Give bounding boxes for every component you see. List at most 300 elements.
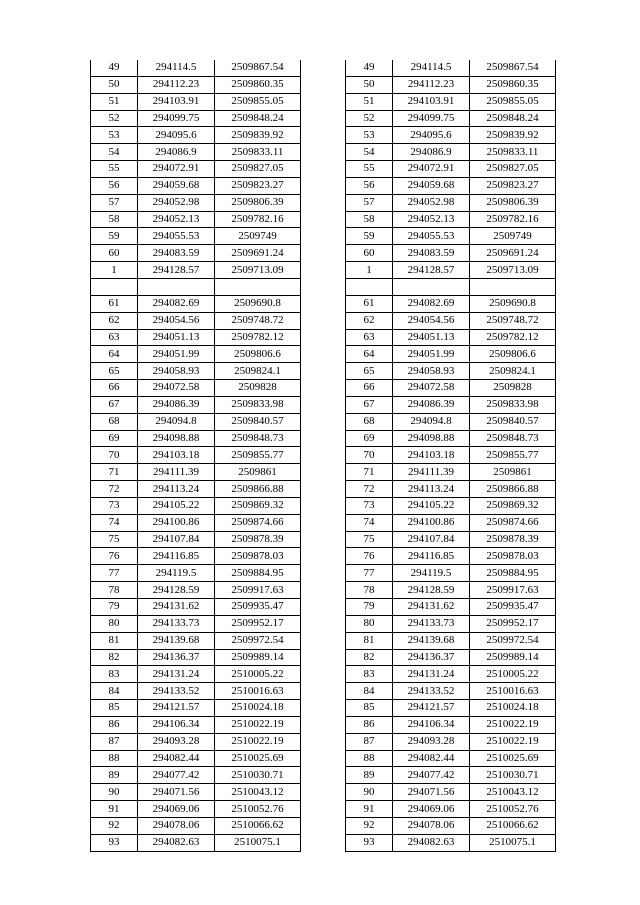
x-coordinate-cell: 294086.39: [138, 396, 215, 413]
point-number-cell: 54: [346, 144, 393, 161]
table-row: [346, 615, 556, 632]
y-coordinate-cell: 2509713.09: [215, 262, 301, 279]
table-row: [346, 632, 556, 649]
x-coordinate-cell: 294103.18: [393, 447, 470, 464]
y-coordinate-cell: 2509824.1: [215, 363, 301, 380]
point-number-cell: 66: [91, 380, 138, 397]
x-coordinate-cell: 294086.9: [393, 144, 470, 161]
y-coordinate-cell: 2509855.77: [470, 447, 556, 464]
y-coordinate-cell: 2509827.05: [470, 161, 556, 178]
y-coordinate-cell: 2510066.62: [470, 817, 556, 834]
y-coordinate-cell: 2509972.54: [215, 632, 301, 649]
y-coordinate-cell: 2509839.92: [215, 127, 301, 144]
y-coordinate-cell: 2509848.73: [470, 430, 556, 447]
x-coordinate-cell: 294083.59: [138, 245, 215, 262]
table-row: [346, 346, 556, 363]
y-coordinate-cell: 2510022.19: [470, 716, 556, 733]
point-number-cell: 62: [346, 312, 393, 329]
point-number-cell: 69: [346, 430, 393, 447]
point-number-cell: 91: [346, 801, 393, 818]
y-coordinate-cell: 2509806.6: [215, 346, 301, 363]
table-row: [91, 161, 301, 178]
x-coordinate-cell: 294078.06: [393, 817, 470, 834]
point-number-cell: 89: [91, 767, 138, 784]
x-coordinate-cell: 294054.56: [393, 312, 470, 329]
y-coordinate-cell: 2509884.95: [470, 565, 556, 582]
coordinate-table-left: [90, 60, 301, 852]
point-number-cell: 51: [91, 93, 138, 110]
point-number-cell: 49: [91, 60, 138, 76]
table-row: [91, 447, 301, 464]
x-coordinate-cell: 294059.68: [393, 177, 470, 194]
y-coordinate-cell: 2509806.39: [215, 194, 301, 211]
point-number-cell: 68: [91, 413, 138, 430]
y-coordinate-cell: 2509840.57: [470, 413, 556, 430]
table-row: [346, 733, 556, 750]
table-row: [91, 817, 301, 834]
x-coordinate-cell: 294128.57: [138, 262, 215, 279]
x-coordinate-cell: 294055.53: [138, 228, 215, 245]
x-coordinate-cell: [393, 278, 470, 295]
point-number-cell: 63: [91, 329, 138, 346]
table-row: [91, 413, 301, 430]
y-coordinate-cell: 2509989.14: [470, 649, 556, 666]
point-number-cell: 58: [346, 211, 393, 228]
y-coordinate-cell: 2509806.39: [470, 194, 556, 211]
y-coordinate-cell: [470, 278, 556, 295]
y-coordinate-cell: 2509869.32: [215, 497, 301, 514]
point-number-cell: 83: [91, 666, 138, 683]
y-coordinate-cell: 2509782.12: [470, 329, 556, 346]
table-row: [346, 380, 556, 397]
table-row: [346, 514, 556, 531]
table-row: [346, 565, 556, 582]
y-coordinate-cell: 2510016.63: [215, 683, 301, 700]
table-row: [91, 295, 301, 312]
y-coordinate-cell: 2509874.66: [470, 514, 556, 531]
point-number-cell: 86: [91, 716, 138, 733]
y-coordinate-cell: 2509884.95: [215, 565, 301, 582]
x-coordinate-cell: 294098.88: [393, 430, 470, 447]
table-row: [346, 801, 556, 818]
point-number-cell: 1: [91, 262, 138, 279]
table-row: [91, 110, 301, 127]
point-number-cell: 88: [346, 750, 393, 767]
table-row: [91, 481, 301, 498]
table-row: [91, 127, 301, 144]
point-number-cell: 87: [91, 733, 138, 750]
x-coordinate-cell: 294131.24: [393, 666, 470, 683]
point-number-cell: 69: [91, 430, 138, 447]
point-number-cell: 78: [91, 582, 138, 599]
x-coordinate-cell: 294105.22: [393, 497, 470, 514]
table-row: [91, 346, 301, 363]
table-row: [346, 599, 556, 616]
table-row: [91, 329, 301, 346]
y-coordinate-cell: 2509848.24: [470, 110, 556, 127]
table-row: [91, 194, 301, 211]
point-number-cell: 64: [91, 346, 138, 363]
y-coordinate-cell: 2509869.32: [470, 497, 556, 514]
x-coordinate-cell: 294133.73: [393, 615, 470, 632]
x-coordinate-cell: 294099.75: [138, 110, 215, 127]
point-number-cell: 53: [346, 127, 393, 144]
x-coordinate-cell: 294133.73: [138, 615, 215, 632]
x-coordinate-cell: 294052.13: [393, 211, 470, 228]
point-number-cell: 73: [91, 497, 138, 514]
y-coordinate-cell: 2509867.54: [470, 60, 556, 76]
y-coordinate-cell: 2509917.63: [470, 582, 556, 599]
y-coordinate-cell: 2509878.03: [470, 548, 556, 565]
y-coordinate-cell: 2509828: [215, 380, 301, 397]
y-coordinate-cell: 2510022.19: [215, 716, 301, 733]
point-number-cell: 86: [346, 716, 393, 733]
x-coordinate-cell: 294077.42: [138, 767, 215, 784]
table-row: [91, 615, 301, 632]
x-coordinate-cell: 294052.13: [138, 211, 215, 228]
x-coordinate-cell: 294072.91: [393, 161, 470, 178]
point-number-cell: 62: [91, 312, 138, 329]
table-row: [346, 76, 556, 93]
x-coordinate-cell: 294136.37: [393, 649, 470, 666]
point-number-cell: 82: [346, 649, 393, 666]
x-coordinate-cell: 294058.93: [393, 363, 470, 380]
x-coordinate-cell: 294128.57: [393, 262, 470, 279]
table-row: [346, 531, 556, 548]
coordinate-table-right: [345, 60, 556, 852]
table-row: [91, 767, 301, 784]
point-number-cell: 82: [91, 649, 138, 666]
x-coordinate-cell: 294052.98: [393, 194, 470, 211]
table-row: [346, 110, 556, 127]
x-coordinate-cell: 294059.68: [138, 177, 215, 194]
y-coordinate-cell: 2509749: [215, 228, 301, 245]
table-row: [346, 194, 556, 211]
table-row: [346, 127, 556, 144]
x-coordinate-cell: 294133.52: [393, 683, 470, 700]
x-coordinate-cell: 294114.5: [138, 60, 215, 76]
y-coordinate-cell: 2509827.05: [215, 161, 301, 178]
point-number-cell: 49: [346, 60, 393, 76]
table-row: [91, 312, 301, 329]
y-coordinate-cell: 2509691.24: [215, 245, 301, 262]
y-coordinate-cell: 2510052.76: [215, 801, 301, 818]
y-coordinate-cell: 2509952.17: [215, 615, 301, 632]
y-coordinate-cell: 2510005.22: [215, 666, 301, 683]
y-coordinate-cell: 2509690.8: [215, 295, 301, 312]
point-number-cell: [91, 278, 138, 295]
table-row: [346, 363, 556, 380]
y-coordinate-cell: 2509855.77: [215, 447, 301, 464]
x-coordinate-cell: 294113.24: [393, 481, 470, 498]
table-row: [91, 548, 301, 565]
point-number-cell: 73: [346, 497, 393, 514]
x-coordinate-cell: 294051.99: [138, 346, 215, 363]
table-row: [91, 531, 301, 548]
x-coordinate-cell: 294072.91: [138, 161, 215, 178]
table-row: [346, 716, 556, 733]
y-coordinate-cell: 2509848.73: [215, 430, 301, 447]
x-coordinate-cell: 294069.06: [393, 801, 470, 818]
table-row: [91, 363, 301, 380]
table-row: [91, 93, 301, 110]
table-row: [346, 447, 556, 464]
point-number-cell: 51: [346, 93, 393, 110]
x-coordinate-cell: 294086.39: [393, 396, 470, 413]
y-coordinate-cell: 2509782.16: [215, 211, 301, 228]
table-row: [346, 784, 556, 801]
y-coordinate-cell: 2510052.76: [470, 801, 556, 818]
point-number-cell: 63: [346, 329, 393, 346]
point-number-cell: 61: [91, 295, 138, 312]
x-coordinate-cell: 294100.86: [393, 514, 470, 531]
x-coordinate-cell: 294072.58: [138, 380, 215, 397]
x-coordinate-cell: 294131.62: [393, 599, 470, 616]
table-row: [91, 565, 301, 582]
table-row: [91, 245, 301, 262]
table-row: [346, 700, 556, 717]
table-row: [346, 161, 556, 178]
point-number-cell: 74: [91, 514, 138, 531]
y-coordinate-cell: 2509690.8: [470, 295, 556, 312]
table-row: [91, 177, 301, 194]
table-row: [91, 750, 301, 767]
x-coordinate-cell: 294116.85: [393, 548, 470, 565]
point-number-cell: 57: [346, 194, 393, 211]
table-row: [91, 430, 301, 447]
x-coordinate-cell: 294072.58: [393, 380, 470, 397]
x-coordinate-cell: 294051.13: [138, 329, 215, 346]
point-number-cell: 93: [91, 834, 138, 851]
y-coordinate-cell: 2509860.35: [215, 76, 301, 93]
point-number-cell: 85: [91, 700, 138, 717]
x-coordinate-cell: 294113.24: [138, 481, 215, 498]
y-coordinate-cell: 2509878.39: [215, 531, 301, 548]
x-coordinate-cell: 294071.56: [138, 784, 215, 801]
x-coordinate-cell: 294111.39: [138, 464, 215, 481]
point-number-cell: 54: [91, 144, 138, 161]
x-coordinate-cell: 294069.06: [138, 801, 215, 818]
x-coordinate-cell: 294083.59: [393, 245, 470, 262]
point-number-cell: 88: [91, 750, 138, 767]
y-coordinate-cell: 2509782.12: [215, 329, 301, 346]
point-number-cell: 75: [346, 531, 393, 548]
point-number-cell: 90: [91, 784, 138, 801]
y-coordinate-cell: 2509833.11: [470, 144, 556, 161]
x-coordinate-cell: 294100.86: [138, 514, 215, 531]
table-row: [91, 716, 301, 733]
point-number-cell: 50: [91, 76, 138, 93]
point-number-cell: 90: [346, 784, 393, 801]
point-number-cell: 83: [346, 666, 393, 683]
y-coordinate-cell: 2509806.6: [470, 346, 556, 363]
point-number-cell: 80: [91, 615, 138, 632]
x-coordinate-cell: 294093.28: [138, 733, 215, 750]
y-coordinate-cell: 2510075.1: [215, 834, 301, 851]
y-coordinate-cell: 2509839.92: [470, 127, 556, 144]
y-coordinate-cell: 2509824.1: [470, 363, 556, 380]
table-row: [346, 312, 556, 329]
x-coordinate-cell: 294051.13: [393, 329, 470, 346]
y-coordinate-cell: 2509952.17: [470, 615, 556, 632]
x-coordinate-cell: 294116.85: [138, 548, 215, 565]
x-coordinate-cell: 294106.34: [393, 716, 470, 733]
table-row: [91, 801, 301, 818]
point-number-cell: 91: [91, 801, 138, 818]
table-row: [346, 497, 556, 514]
table-row: [91, 514, 301, 531]
table-row: [346, 666, 556, 683]
table-row: [346, 683, 556, 700]
x-coordinate-cell: 294103.18: [138, 447, 215, 464]
y-coordinate-cell: 2510030.71: [470, 767, 556, 784]
table-row: [346, 834, 556, 851]
y-coordinate-cell: 2510024.18: [215, 700, 301, 717]
point-number-cell: 57: [91, 194, 138, 211]
y-coordinate-cell: 2509935.47: [470, 599, 556, 616]
point-number-cell: 75: [91, 531, 138, 548]
x-coordinate-cell: 294071.56: [393, 784, 470, 801]
x-coordinate-cell: 294114.5: [393, 60, 470, 76]
y-coordinate-cell: 2509972.54: [470, 632, 556, 649]
point-number-cell: 80: [346, 615, 393, 632]
y-coordinate-cell: 2509935.47: [215, 599, 301, 616]
point-number-cell: 70: [346, 447, 393, 464]
y-coordinate-cell: 2510066.62: [215, 817, 301, 834]
table-row: [346, 329, 556, 346]
point-number-cell: 61: [346, 295, 393, 312]
table-row: [91, 733, 301, 750]
x-coordinate-cell: 294131.24: [138, 666, 215, 683]
x-coordinate-cell: 294078.06: [138, 817, 215, 834]
table-row: [346, 481, 556, 498]
y-coordinate-cell: 2509748.72: [470, 312, 556, 329]
x-coordinate-cell: 294107.84: [393, 531, 470, 548]
y-coordinate-cell: 2509828: [470, 380, 556, 397]
point-number-cell: 50: [346, 76, 393, 93]
x-coordinate-cell: 294121.57: [138, 700, 215, 717]
x-coordinate-cell: 294055.53: [393, 228, 470, 245]
x-coordinate-cell: 294121.57: [393, 700, 470, 717]
y-coordinate-cell: 2510025.69: [215, 750, 301, 767]
table-row: [346, 60, 556, 76]
point-number-cell: 65: [346, 363, 393, 380]
table-row: [346, 262, 556, 279]
point-number-cell: 58: [91, 211, 138, 228]
point-number-cell: [346, 278, 393, 295]
x-coordinate-cell: 294082.44: [393, 750, 470, 767]
point-number-cell: 84: [346, 683, 393, 700]
x-coordinate-cell: 294051.99: [393, 346, 470, 363]
point-number-cell: 74: [346, 514, 393, 531]
table-row: [91, 834, 301, 851]
table-row: [91, 144, 301, 161]
x-coordinate-cell: 294099.75: [393, 110, 470, 127]
table-row: [91, 497, 301, 514]
point-number-cell: 60: [346, 245, 393, 262]
x-coordinate-cell: 294082.63: [393, 834, 470, 851]
table-row: [346, 211, 556, 228]
table-row: [91, 784, 301, 801]
x-coordinate-cell: 294082.69: [393, 295, 470, 312]
y-coordinate-cell: 2510024.18: [470, 700, 556, 717]
y-coordinate-cell: [215, 278, 301, 295]
point-number-cell: 77: [346, 565, 393, 582]
point-number-cell: 89: [346, 767, 393, 784]
y-coordinate-cell: 2509989.14: [215, 649, 301, 666]
table-row: [346, 93, 556, 110]
y-coordinate-cell: 2509823.27: [215, 177, 301, 194]
x-coordinate-cell: 294119.5: [393, 565, 470, 582]
x-coordinate-cell: 294095.6: [393, 127, 470, 144]
point-number-cell: 71: [91, 464, 138, 481]
table-row: [91, 278, 301, 295]
point-number-cell: 77: [91, 565, 138, 582]
table-row: [91, 60, 301, 76]
table-row: [346, 228, 556, 245]
point-number-cell: 52: [346, 110, 393, 127]
point-number-cell: 85: [346, 700, 393, 717]
table-row: [91, 211, 301, 228]
x-coordinate-cell: 294112.23: [393, 76, 470, 93]
table-row: [346, 245, 556, 262]
x-coordinate-cell: 294112.23: [138, 76, 215, 93]
y-coordinate-cell: 2509833.98: [215, 396, 301, 413]
y-coordinate-cell: 2509833.98: [470, 396, 556, 413]
point-number-cell: 68: [346, 413, 393, 430]
y-coordinate-cell: 2510075.1: [470, 834, 556, 851]
y-coordinate-cell: 2509691.24: [470, 245, 556, 262]
y-coordinate-cell: 2510022.19: [470, 733, 556, 750]
x-coordinate-cell: 294082.63: [138, 834, 215, 851]
x-coordinate-cell: 294054.56: [138, 312, 215, 329]
point-number-cell: 60: [91, 245, 138, 262]
y-coordinate-cell: 2509748.72: [215, 312, 301, 329]
point-number-cell: 64: [346, 346, 393, 363]
point-number-cell: 72: [91, 481, 138, 498]
point-number-cell: 71: [346, 464, 393, 481]
point-number-cell: 79: [346, 599, 393, 616]
y-coordinate-cell: 2509878.03: [215, 548, 301, 565]
y-coordinate-cell: 2509713.09: [470, 262, 556, 279]
table-row: [91, 666, 301, 683]
x-coordinate-cell: 294082.69: [138, 295, 215, 312]
table-row: [91, 262, 301, 279]
table-row: [91, 464, 301, 481]
point-number-cell: 59: [346, 228, 393, 245]
y-coordinate-cell: 2510030.71: [215, 767, 301, 784]
point-number-cell: 59: [91, 228, 138, 245]
coordinate-table-body: [346, 60, 556, 851]
x-coordinate-cell: 294082.44: [138, 750, 215, 767]
y-coordinate-cell: 2509866.88: [470, 481, 556, 498]
x-coordinate-cell: 294077.42: [393, 767, 470, 784]
point-number-cell: 56: [346, 177, 393, 194]
point-number-cell: 81: [91, 632, 138, 649]
table-row: [91, 700, 301, 717]
x-coordinate-cell: 294103.91: [393, 93, 470, 110]
table-row: [91, 632, 301, 649]
y-coordinate-cell: 2509833.11: [215, 144, 301, 161]
x-coordinate-cell: 294106.34: [138, 716, 215, 733]
x-coordinate-cell: 294094.8: [393, 413, 470, 430]
point-number-cell: 66: [346, 380, 393, 397]
y-coordinate-cell: 2509874.66: [215, 514, 301, 531]
y-coordinate-cell: 2509823.27: [470, 177, 556, 194]
x-coordinate-cell: 294058.93: [138, 363, 215, 380]
table-row: [346, 430, 556, 447]
y-coordinate-cell: 2509861: [215, 464, 301, 481]
